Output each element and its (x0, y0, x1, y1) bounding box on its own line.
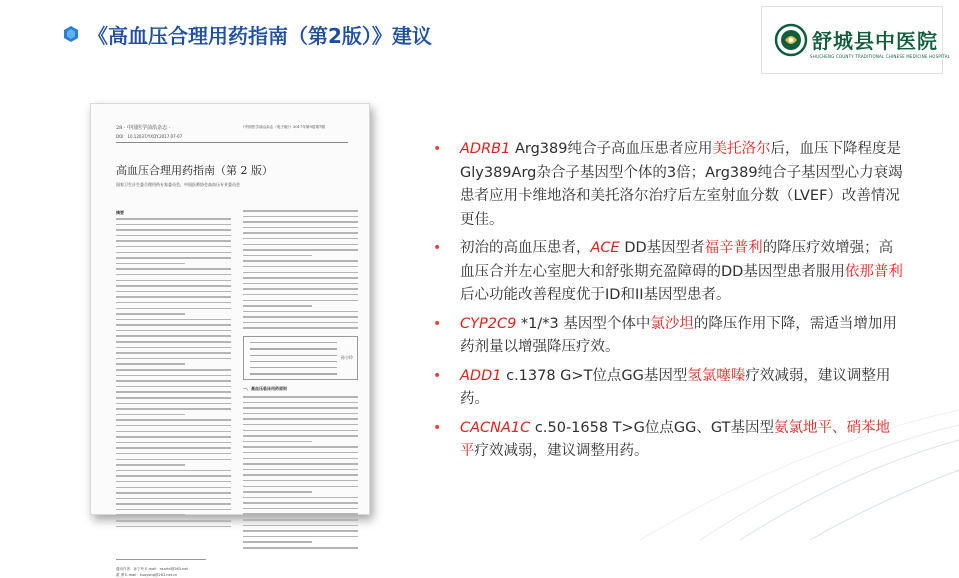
document-text-line (243, 238, 358, 240)
document-text-line (116, 414, 185, 416)
header-rule (116, 142, 348, 143)
signature: 孙宁玲 (341, 355, 353, 360)
list-item (433, 313, 903, 360)
document-text-line (116, 257, 231, 259)
document-text-line (243, 249, 358, 251)
document-text-line (116, 509, 231, 511)
gene-name: ADD1 (460, 367, 502, 384)
document-text-line (243, 316, 358, 318)
document-text-line (243, 502, 358, 504)
document-text-line (116, 280, 231, 282)
document-text-line (243, 513, 358, 515)
item-text: Arg389纯合子高血压患者应用 (510, 141, 713, 157)
document-text-line (116, 341, 231, 343)
footnote-rule (116, 559, 206, 560)
document-text-line (243, 277, 358, 279)
document-text-line (116, 224, 231, 226)
doi: DOI：10.12037/YXQY.2017.07-07 (116, 134, 183, 139)
document-text-line (116, 526, 231, 528)
document-text-line (243, 322, 358, 324)
item-text: *1/*3 基因型个体中 (516, 315, 651, 332)
document-text-line (243, 266, 358, 268)
document-text-line (243, 260, 358, 262)
gene-name: CYP2C9 (460, 315, 517, 332)
drug-name: 氯沙坦 (650, 315, 694, 332)
document-text-line (243, 418, 358, 420)
document-text-line (116, 391, 231, 393)
document-text-line (116, 319, 231, 321)
document-text-line (243, 446, 358, 448)
item-text: c.1378 G>T位点GG基因型 (501, 367, 688, 384)
document-text-line (116, 470, 231, 472)
document-text-line (243, 441, 312, 443)
document-text-line (116, 464, 185, 466)
gene-name: CACNA1C (460, 419, 531, 436)
bullet-dot-icon: • (433, 315, 442, 332)
document-text-line (116, 302, 231, 304)
document-text-line (116, 453, 231, 455)
document-text-line (243, 469, 358, 471)
hospital-name: 舒城县中医院 (812, 29, 938, 53)
document-text-line (116, 246, 231, 248)
document-text-line (116, 352, 231, 354)
document-text-line (116, 514, 185, 516)
document-text-line (116, 235, 231, 237)
gene-name: ADRB1 (460, 141, 511, 157)
signature-box (243, 336, 358, 380)
document-text-line (243, 486, 358, 488)
document-text-line (116, 520, 231, 522)
journal-header-left: 28 · 中国医学前沿杂志 · (116, 125, 171, 131)
document-text-line (116, 313, 185, 315)
document-text-line (116, 375, 231, 377)
document-text-line (116, 475, 231, 477)
recommendation-list (433, 138, 903, 469)
document-text-line (116, 296, 231, 298)
document-text-line (116, 218, 231, 220)
item-text: 后心功能改善程度优于ID和II基因型患者。 (460, 287, 731, 303)
guideline-document-image (90, 103, 370, 577)
document-text-line (243, 491, 312, 493)
abstract-heading: 摘要 (116, 210, 124, 215)
document-text-line (243, 288, 358, 290)
document-right-column-bottom (243, 396, 358, 553)
document-text-line (116, 335, 231, 337)
item-text: 初治的高血压患者， (460, 240, 591, 256)
list-item (433, 138, 903, 232)
document-right-column-top (243, 210, 358, 333)
document-text-line (116, 285, 231, 287)
document-text-line (243, 452, 358, 454)
document-text-line (243, 536, 358, 538)
document-text-line (116, 268, 231, 270)
document-text-line (116, 503, 231, 505)
footnote (116, 566, 188, 578)
item-text: 疗效减弱，建议调整用药。 (460, 367, 891, 407)
drug-name: 美托洛尔 (712, 141, 771, 157)
document-text-line (243, 402, 358, 404)
item-text: 后，血压下降程度是 Gly389Arg杂合子基因型个体的3倍；Arg389纯合子基因型心力衰竭患者应用卡维地洛和美托洛尔治疗后左室射血分数（LVEF）改善情况更佳。 (460, 141, 903, 228)
item-text: 的降压作用下降，需适当增加用药剂量以增强降压疗效。 (460, 315, 897, 355)
document-authors: 国家卫生计生委合理用药专家委员会，中国医师协会高血压专业委员会 (116, 182, 240, 187)
document-text-line (116, 347, 231, 349)
document-text-line (116, 369, 231, 371)
document-text-line (116, 386, 231, 388)
document-text-line (243, 530, 358, 532)
footnote-line-1: 通讯作者：孙宁玲 E-mail：nsnrht@263.net (116, 567, 188, 571)
document-text-line (243, 232, 358, 234)
list-item (433, 417, 903, 464)
document-text-line (243, 474, 358, 476)
document-text-line (116, 358, 231, 360)
document-text-line (116, 447, 231, 449)
document-text-line (116, 403, 231, 405)
document-text-line (243, 435, 358, 437)
bullet-dot-icon: • (433, 419, 442, 436)
document-text-line (243, 497, 358, 499)
document-text-line (243, 300, 358, 302)
document-text-line (243, 244, 358, 246)
document-text-line (243, 311, 358, 313)
drug-name: 氨氯地平、硝苯地平 (460, 419, 890, 459)
footnote-line-2: 霍 勇 E-mail：huoyong@263.net.cn (116, 573, 178, 577)
document-text-line (116, 498, 231, 500)
document-text-line (116, 363, 185, 365)
document-text-line (243, 547, 358, 549)
section-heading: 一、高血压临床用药原则 (243, 386, 287, 391)
document-text-line (116, 330, 231, 332)
hospital-emblem-icon (774, 23, 808, 57)
drug-name: 依那普利 (844, 263, 903, 280)
document-text-line (243, 227, 358, 229)
document-text-line (243, 327, 358, 329)
hospital-logo (761, 6, 951, 74)
document-text-line (116, 397, 231, 399)
document-text-line (243, 463, 358, 465)
document-text-line (116, 408, 231, 410)
document-text-line (116, 459, 231, 461)
document-text-line (116, 229, 231, 231)
document-text-line (116, 274, 231, 276)
list-item (433, 237, 903, 308)
gene-name: ACE (590, 240, 620, 256)
item-text: 的降压疗效增强；高血压合并左心室肥大和舒张期充盈障碍的DD基因型患者服用 (460, 240, 894, 280)
document-text-line (243, 458, 358, 460)
document-text-line (116, 252, 231, 254)
document-text-line (116, 431, 231, 433)
bullet-dot-icon: • (433, 367, 442, 384)
document-text-line (243, 255, 312, 257)
document-text-line (243, 216, 358, 218)
document-text-line (243, 294, 358, 296)
document-text-line (116, 419, 231, 421)
document-text-line (116, 324, 231, 326)
document-text-line (116, 291, 231, 293)
hexagon-bullet-icon (63, 26, 79, 42)
document-text-line (243, 305, 312, 307)
document-text-line (116, 240, 231, 242)
bullet-dot-icon: • (433, 240, 442, 256)
document-text-line (243, 430, 358, 432)
document-text-line (116, 436, 231, 438)
document-text-line (243, 508, 358, 510)
document-text-line (243, 283, 358, 285)
document-title: 高血压合理用药指南（第 2 版） (116, 164, 273, 177)
document-text-line (243, 407, 358, 409)
document-text-line (116, 442, 231, 444)
document-text-line (243, 396, 358, 398)
list-item (433, 365, 903, 412)
journal-header-right: 《中国医学前沿杂志（电子版）》2017年第9卷第7期 (241, 125, 325, 129)
document-text-line (116, 487, 231, 489)
document-text-line (243, 480, 358, 482)
document-text-line (243, 210, 358, 212)
document-left-column (116, 218, 231, 531)
item-text: 疗效减弱，建议调整用药。 (474, 443, 649, 459)
document-text-line (243, 413, 358, 415)
page-title: 《高血压合理用药指南（第2版）》建议 (88, 24, 432, 48)
item-text: c.50-1658 T>G位点GG、GT基因型 (530, 419, 774, 436)
document-text-line (243, 221, 358, 223)
document-text-line (116, 481, 231, 483)
item-text: DD基因型者 (619, 240, 705, 256)
hospital-name-english: SHUCHENG COUNTY TRADITIONAL CHINESE MEDICINE HOSPITAL (810, 54, 951, 59)
document-text-line (116, 380, 231, 382)
document-text-line (243, 525, 358, 527)
document-text-line (243, 541, 312, 543)
document-text-line (116, 492, 231, 494)
drug-name: 福辛普利 (704, 240, 763, 256)
document-text-line (243, 424, 358, 426)
document-text-line (116, 425, 231, 427)
bullet-dot-icon: • (433, 141, 442, 157)
document-text-line (116, 263, 185, 265)
document-text-line (116, 308, 231, 310)
drug-name: 氢氯噻嗪 (687, 367, 746, 384)
document-text-line (243, 519, 358, 521)
document-text-line (243, 272, 358, 274)
